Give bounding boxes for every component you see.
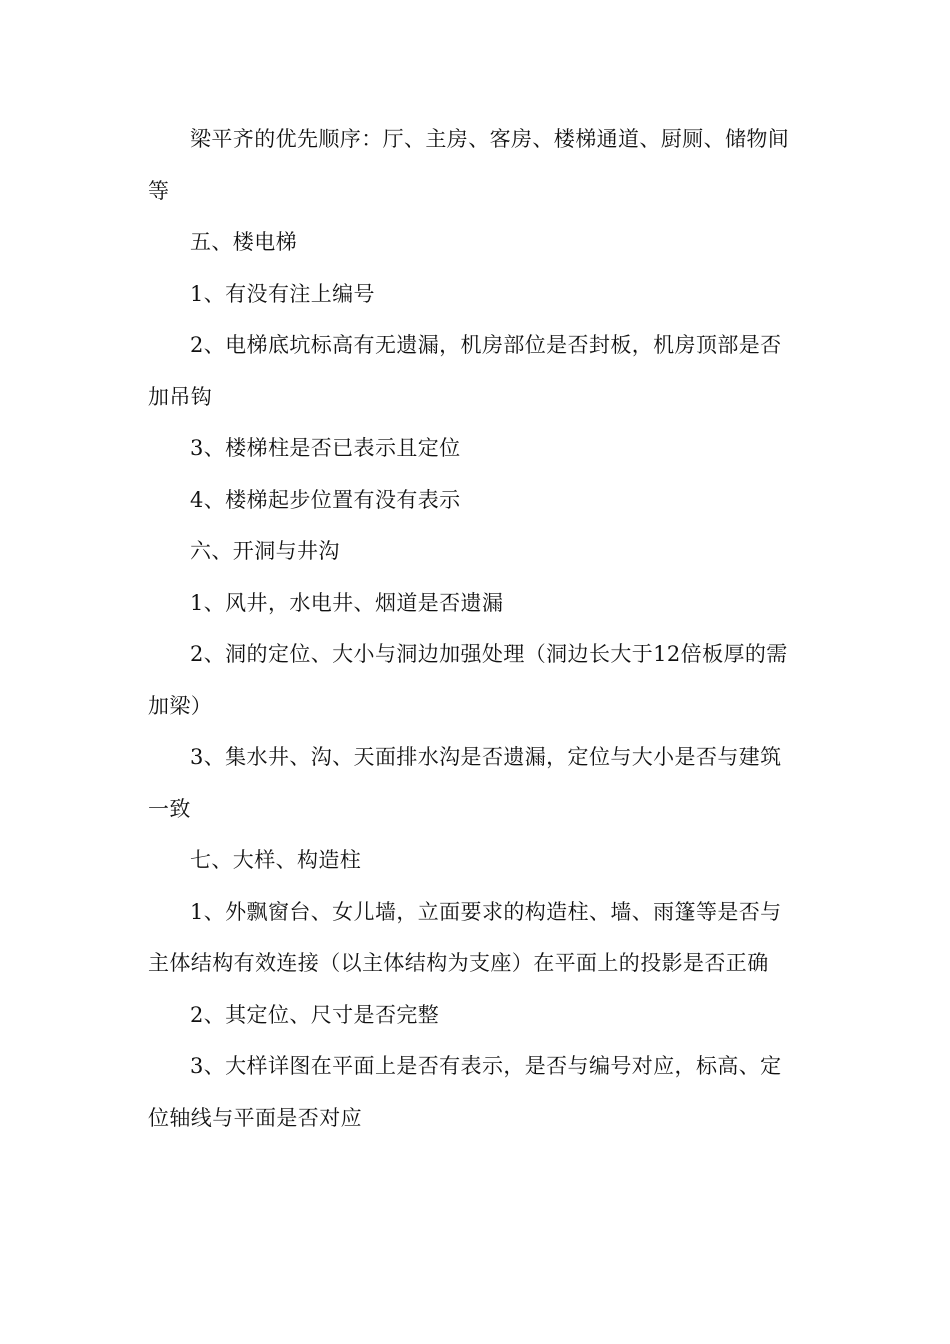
section-heading-stairs-elevators: 五、楼电梯 [190, 230, 297, 254]
paragraph-item: 1、外飘窗台、女儿墙，立面要求的构造柱、墙、雨篷等是否与主体结构有效连接（以主体结构为支座）在平面上的投影是否正确 [148, 899, 782, 975]
paragraph-item: 4、楼梯起步位置有没有表示 [190, 487, 461, 512]
paragraph-item: 1、有没有注上编号 [190, 281, 375, 306]
paragraph-item: 1、风井，水电井、烟道是否遗漏 [190, 590, 504, 615]
paragraph-item: 3、集水井、沟、天面排水沟是否遗漏，定位与大小是否与建筑一致 [148, 745, 782, 821]
paragraph-item: 3、楼梯柱是否已表示且定位 [190, 436, 461, 460]
document-body [148, 114, 800, 1144]
section-heading-openings-shafts: 六、开洞与井沟 [190, 539, 340, 563]
paragraph-item: 2、洞的定位、大小与洞边加强处理（洞边长大于12倍板厚的需加梁） [148, 642, 788, 718]
paragraph-item: 3、大样详图在平面上是否有表示，是否与编号对应，标高、定位轴线与平面是否对应 [148, 1054, 782, 1130]
paragraph-beam-priority: 梁平齐的优先顺序：厅、主房、客房、楼梯通道、厨厕、储物间等 [148, 127, 790, 203]
paragraph-item: 2、其定位、尺寸是否完整 [190, 1002, 440, 1027]
section-heading-details-columns: 七、大样、构造柱 [190, 848, 362, 872]
paragraph-item: 2、电梯底坑标高有无遗漏，机房部位是否封板，机房顶部是否加吊钩 [148, 333, 782, 409]
